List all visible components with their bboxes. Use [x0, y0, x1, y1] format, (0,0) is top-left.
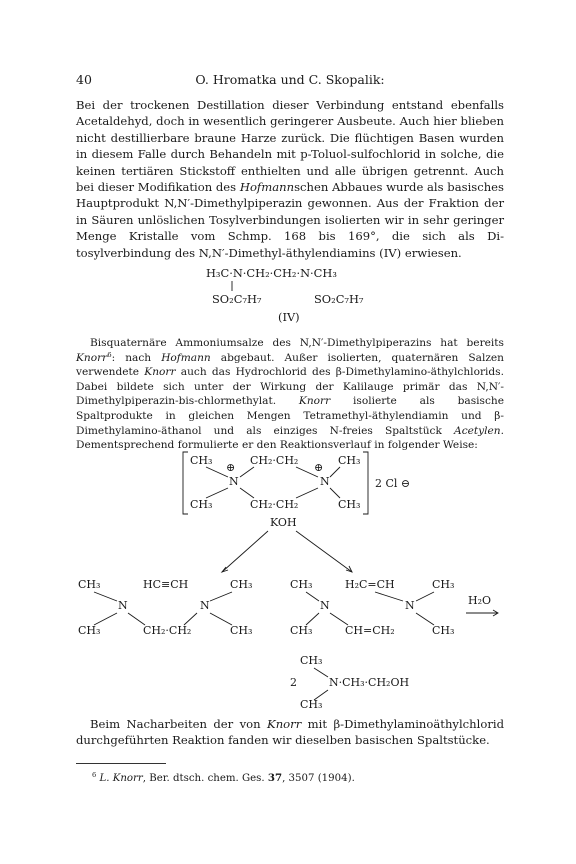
- water: H₂O: [468, 594, 492, 607]
- right-vinyl-bottom: CH=CH₂: [345, 624, 395, 637]
- running-title: O. Hromatka und C. Skopalik:: [195, 72, 385, 87]
- footnote-text-a: , Ber. dtsch. chem. Ges.: [142, 773, 268, 784]
- page-number: 40: [76, 72, 92, 87]
- paragraph-3-text-1: Beim Nacharbeiten der von: [90, 717, 268, 731]
- formula-iv-main: H₃C·N·CH₂·CH₂·N·CH₃: [206, 266, 337, 280]
- left-n-2: N: [200, 599, 210, 612]
- left-acetylene: HC≡CH: [143, 578, 189, 591]
- salt-ch2ch2-bottom: CH₂·CH₂: [250, 498, 299, 511]
- paragraph-2-text-3: abgebaut. Außer isolierten, quaternären Salzen verwendete: [76, 351, 504, 379]
- right-bracket: [363, 452, 368, 514]
- product-ch3-bottom: CH₃: [300, 698, 323, 711]
- product-ch3-top: CH₃: [300, 654, 323, 667]
- name-hofmann: Hofmann: [239, 180, 295, 195]
- footnote-number: 6: [92, 771, 97, 779]
- salt-n-left: N: [229, 475, 239, 488]
- paragraph-2-text-6: . Dementsprechend formulierte er den Reaktionsverlauf in folgender Weise:: [76, 424, 504, 452]
- left-ch3-top-2: CH₃: [230, 578, 253, 591]
- name-hofmann-2: Hofmann: [161, 351, 211, 364]
- paragraph-2-text-1: Bisquaternäre Ammoniumsalze des N,N′-Dimethylpiperazins hat bereits: [90, 337, 504, 349]
- footnote-rule: [76, 763, 166, 764]
- right-n-2: N: [405, 599, 415, 612]
- formula-iv-substituent-right: SO₂C₇H₇: [314, 292, 364, 306]
- paragraph-2-text-5: isolierte als basische Spaltprodukte in gleichen Mengen Tetramethyl-äthylendiamin und β-Dimethylamino-äthanol und als einziges N-freies Spaltstück: [76, 395, 504, 437]
- paragraph-2-text-4: auch das Hydrochlorid des β-Dimethylamino-äthylchlorids. Dabei bildete sich unter der Wirkung der Kalilauge primär das N,N′-Dimethylpiperazin-bis-chlormethylat.: [76, 366, 504, 408]
- salt-ch3-top-right: CH₃: [338, 454, 361, 467]
- name-knorr-2: Knorr: [144, 366, 176, 379]
- salt-plus-left: ⊕: [226, 461, 236, 474]
- right-ch3-bottom: CH₃: [290, 624, 313, 637]
- footnote: [92, 772, 355, 784]
- footnote-text-b: , 3507 (1904).: [282, 773, 355, 784]
- salt-ch3-top-left: CH₃: [190, 454, 213, 467]
- salt-ch3-bottom-left: CH₃: [190, 498, 213, 511]
- footnote-volume: 37: [267, 772, 283, 784]
- paragraph-1-text-b: schen Abbaues wurde als basisches Hauptprodukt N,N′-Dimethylpiperazin gewonnen. Aus der Fraktion der in Säuren unlöslichen Tosylverbindungen isolierten wir in sehr geringer Menge Kristalle vom Schmp. 168 bis 169°, die sich als Di-tosylverbindung des N,N′-Dimethyl-äthylendiamins (IV) erwiesen.: [76, 180, 504, 260]
- formula-iv-substituent-left: SO₂C₇H₇: [212, 292, 262, 306]
- left-ch3-bottom: CH₃: [78, 624, 101, 637]
- name-knorr-4: Knorr: [267, 717, 302, 731]
- left-ch3-top: CH₃: [78, 578, 101, 591]
- left-n-1: N: [118, 599, 128, 612]
- paragraph-1-text-a: Bei der trockenen Destillation dieser Verbindung entstand ebenfalls Acetaldehyd, doch in wesentlich geringerer Ausbeute. Auch hier blieben nicht destillierbare braune Harze zurück. Die flüchtigen Basen wurden in diesem Falle durch Behandeln mit p-Toluol-sulfochlorid in solche, die keinen tertiären Stickstoff enthielten und alle übrigen getrennt. Auch bei dieser Modifikation des: [76, 98, 504, 195]
- salt-counter-ion: 2 Cl ⊖: [375, 477, 411, 490]
- reagent-koh: KOH: [270, 516, 297, 529]
- left-ch2ch2: CH₂·CH₂: [143, 624, 192, 637]
- left-bracket: [183, 452, 188, 514]
- right-n-1: N: [320, 599, 330, 612]
- paragraph-3-text-2: mit β-Dimethylaminoäthylchlorid durchgeführten Reaktion fanden wir dieselben basischen Spaltstücke.: [76, 717, 504, 748]
- right-ch3-top-2: CH₃: [432, 578, 455, 591]
- paragraph-2-text-2: : nach: [111, 351, 162, 364]
- right-ch3-bottom-2: CH₃: [432, 624, 455, 637]
- left-ch3-bottom-2: CH₃: [230, 624, 253, 637]
- name-knorr-1: Knorr: [76, 351, 108, 364]
- right-vinyl-top: H₂C=CH: [345, 578, 395, 591]
- footnote-author: L. Knorr: [99, 773, 143, 784]
- salt-plus-right: ⊕: [314, 461, 324, 474]
- word-acetylen: Acetylen: [454, 424, 501, 437]
- salt-ch2ch2-top: CH₂·CH₂: [250, 454, 299, 467]
- salt-ch3-bottom-right: CH₃: [338, 498, 361, 511]
- paragraph-repeat: [76, 716, 504, 749]
- formula-iv-label: (IV): [278, 310, 300, 324]
- salt-n-right: N: [320, 475, 330, 488]
- name-knorr-3: Knorr: [298, 395, 331, 408]
- product-coefficient: 2: [290, 676, 297, 689]
- product-tail: N·CH₃·CH₂OH: [329, 676, 410, 689]
- right-ch3-top: CH₃: [290, 578, 313, 591]
- footnote-ref: 6: [107, 350, 112, 359]
